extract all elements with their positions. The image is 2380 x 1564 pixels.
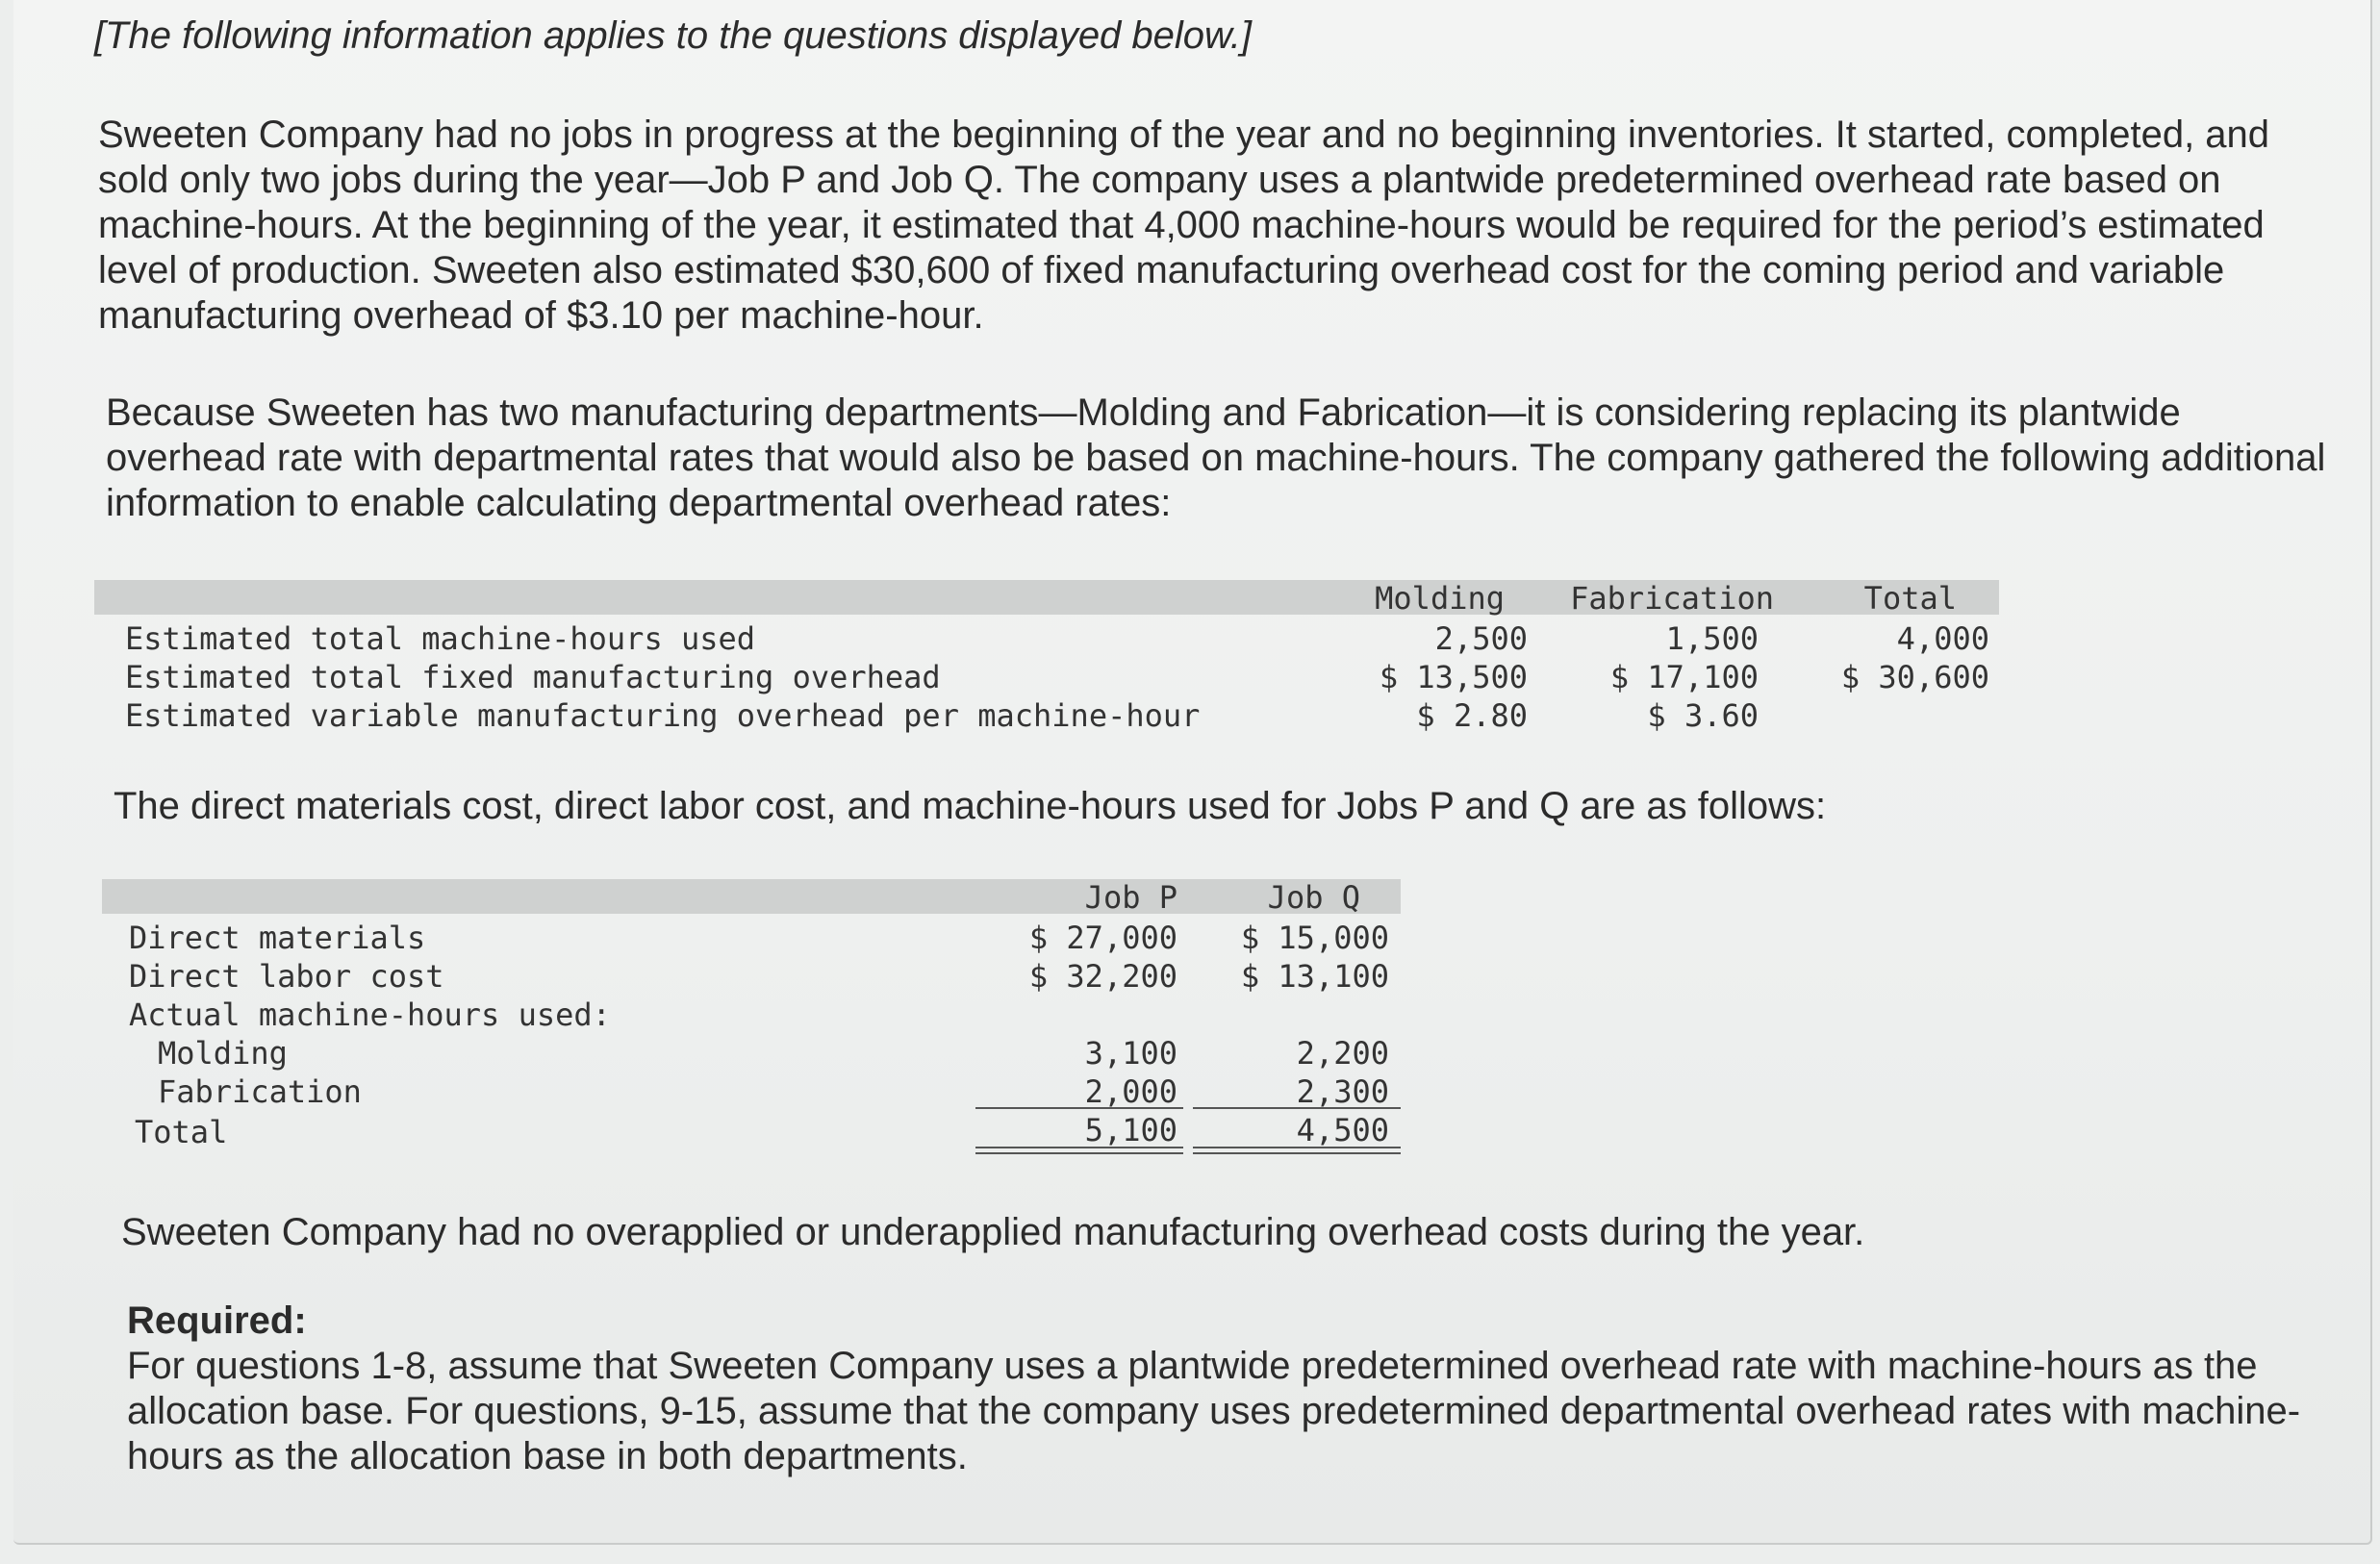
header-molding: Molding [1375,580,1505,617]
row-label: Molding [158,1035,288,1072]
subtotal-rule [975,1107,1183,1109]
row-value-fabrication: $ 3.60 [1647,697,1759,734]
row-value-job-q: 2,200 [1296,1035,1389,1072]
row-label: Estimated variable manufacturing overhead per machine-hour [125,697,1201,734]
header-total: Total [1863,580,1957,617]
row-value-job-q: 4,500 [1296,1112,1389,1148]
row-value-molding: 2,500 [1434,620,1528,657]
total-double-rule [1193,1147,1401,1154]
row-value-job-q: 2,300 [1296,1073,1389,1110]
row-value-fabrication: 1,500 [1665,620,1759,657]
company-description: Sweeten Company had no jobs in progress at the beginning of the year and no beginning inventories. It started, completed, and sold only two jobs during the year—Job P and Job Q. The company uses a plantwide predetermined overhead rate based on machine-hours. At the beginning of the year, it estimated that 4,000 machine-hours would be required for the period’s estimated level of production. Sweeten also estimated $30,600 of fixed manufacturing overhead cost for the coming period and variable manufacturing overhead of $3.10 per machine-hour. [98,114,2270,337]
row-label: Direct materials [129,920,426,956]
row-label: Estimated total machine-hours used [125,620,756,657]
row-value-job-p: $ 27,000 [1028,920,1177,956]
row-label: Direct labor cost [129,958,444,995]
required-section [127,1299,2301,1479]
row-label: Actual machine-hours used: [129,996,611,1033]
jobs-intro: The direct materials cost, direct labor cost, and machine-hours used for Jobs P and Q are as follows: [114,785,1827,827]
page [13,0,2372,1545]
row-value-job-q: $ 15,000 [1240,920,1389,956]
intro-note: [The following information applies to the questions displayed below.] [94,14,1252,57]
header-fabrication: Fabrication [1570,580,1774,617]
row-label: Fabrication [158,1073,362,1110]
row-value-job-p: 2,000 [1084,1073,1177,1110]
row-value-fabrication: $ 17,100 [1609,659,1759,695]
row-value-total: 4,000 [1896,620,1989,657]
row-value-job-p: 5,100 [1084,1112,1177,1148]
total-double-rule [975,1147,1183,1154]
required-text: For questions 1-8, assume that Sweeten Company uses a plantwide predetermined overhead rate with machine-hours as the allocation base. For questions, 9-15, assume that the company uses predetermined departmental overhead rates with machine-hours as the allocation base in both departments. [127,1345,2301,1477]
header-job-q: Job Q [1267,879,1360,916]
row-label: Estimated total fixed manufacturing overhead [125,659,941,695]
row-value-job-p: $ 32,200 [1028,958,1177,995]
row-value-job-q: $ 13,100 [1240,958,1389,995]
header-job-p: Job P [1084,879,1177,916]
row-label: Total [135,1114,228,1150]
overhead-note: Sweeten Company had no overapplied or underapplied manufacturing overhead costs during the year. [121,1211,1865,1253]
row-value-job-p: 3,100 [1084,1035,1177,1072]
subtotal-rule [1193,1107,1401,1109]
row-value-molding: $ 13,500 [1379,659,1528,695]
departments-description: Because Sweeten has two manufacturing departments—Molding and Fabrication—it is considering replacing its plantwide overhead rate with departmental rates that would also be based on machine-hours. The company gathered the following additional information to enable calculating departmental overhead rates: [106,391,2326,524]
row-value-total: $ 30,600 [1840,659,1989,695]
row-value-molding: $ 2.80 [1416,697,1528,734]
required-label: Required: [127,1299,307,1342]
